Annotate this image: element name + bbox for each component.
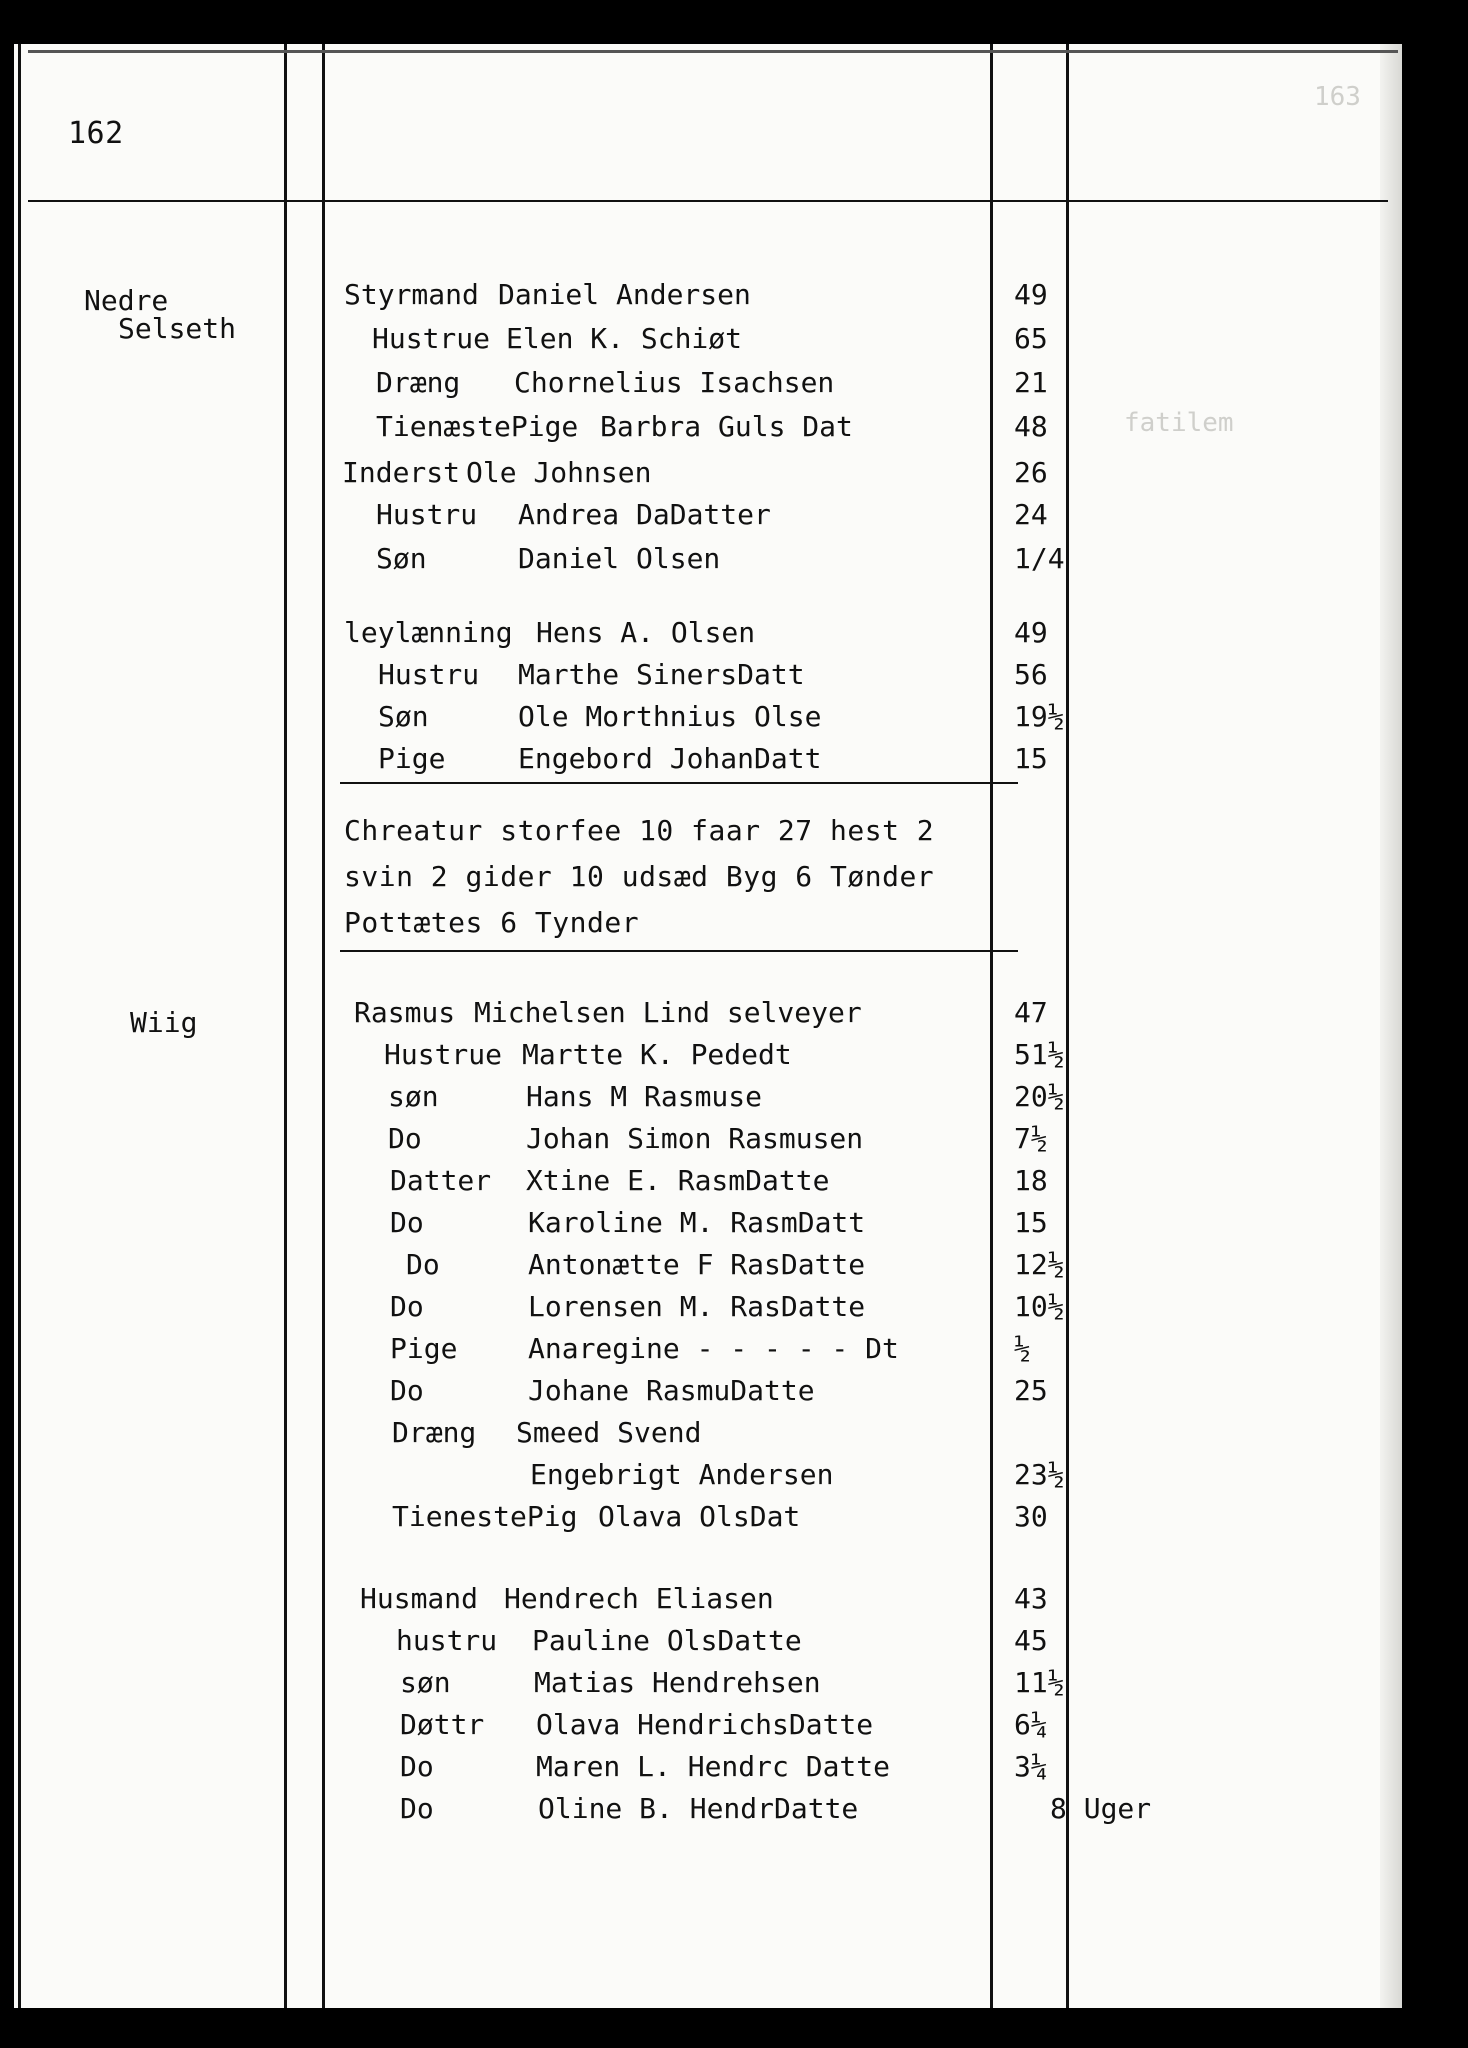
person-age: 48 <box>1014 410 1048 443</box>
place-name: Wiig <box>130 1006 198 1039</box>
person-age: 43 <box>1014 1582 1048 1615</box>
person-name: Martte K. Pededt <box>522 1038 792 1071</box>
person-row <box>14 1500 1402 1540</box>
person-row <box>14 996 1402 1036</box>
person-age: 51½ <box>1014 1038 1065 1071</box>
person-row <box>14 542 1402 582</box>
person-row <box>14 498 1402 538</box>
person-name: Engebrigt Andersen <box>530 1458 834 1491</box>
person-row <box>14 366 1402 406</box>
person-role: Styrmand <box>344 278 479 311</box>
person-role: Dræng <box>392 1416 477 1449</box>
person-row <box>14 1666 1402 1706</box>
livestock-box <box>340 782 1018 952</box>
person-age: 18 <box>1014 1164 1048 1197</box>
person-row <box>14 700 1402 740</box>
person-role: Do <box>390 1290 424 1323</box>
person-role: Dræng <box>376 366 461 399</box>
person-role: Hustru <box>376 498 478 531</box>
person-name: Daniel Olsen <box>518 542 721 575</box>
person-role: Døttr <box>400 1708 485 1741</box>
person-age: 23½ <box>1014 1458 1065 1491</box>
person-role: Pige <box>378 742 446 775</box>
person-age: 10½ <box>1014 1290 1065 1323</box>
person-name: Ole Johnsen <box>466 456 652 489</box>
person-role: Do <box>400 1792 434 1825</box>
person-role: Datter <box>390 1164 492 1197</box>
person-name: Daniel Andersen <box>498 278 751 311</box>
person-role: Do <box>390 1206 424 1239</box>
person-name: Marthe SinersDatt <box>518 658 805 691</box>
person-age: 56 <box>1014 658 1048 691</box>
person-row <box>14 1416 1402 1456</box>
corner-mark: 163 <box>1314 82 1361 112</box>
person-row <box>14 1750 1402 1790</box>
person-age: 6¼ <box>1014 1708 1048 1741</box>
place-name: Nedre <box>84 284 169 317</box>
person-age: 7½ <box>1014 1122 1048 1155</box>
person-age: 47 <box>1014 996 1048 1029</box>
person-row <box>14 1080 1402 1120</box>
person-age: 49 <box>1014 616 1048 649</box>
livestock-line: svin 2 gider 10 udsæd Byg 6 Tønder <box>344 860 935 893</box>
person-name: Matias Hendrehsen <box>534 1666 821 1699</box>
person-name: Chornelius Isachsen <box>514 366 835 399</box>
person-age: 15 <box>1014 1206 1048 1239</box>
person-role: Pige <box>390 1332 458 1365</box>
person-age: 1/4 <box>1014 542 1065 575</box>
person-role: Rasmus <box>354 996 456 1029</box>
person-row <box>14 410 1402 450</box>
person-row <box>14 1792 1402 1832</box>
person-name: Oline B. HendrDatte <box>538 1792 859 1825</box>
person-row <box>14 1122 1402 1162</box>
person-role: Hustrue <box>372 322 491 355</box>
place-name: Selseth <box>118 312 237 345</box>
person-row <box>14 658 1402 698</box>
person-age: 45 <box>1014 1624 1048 1657</box>
livestock-line: Chreatur storfee 10 faar 27 hest 2 <box>344 814 935 847</box>
person-row <box>14 1708 1402 1748</box>
person-role: Hustrue <box>384 1038 503 1071</box>
person-row <box>14 1164 1402 1204</box>
person-role: leylænning <box>344 616 513 649</box>
person-row <box>14 1458 1402 1498</box>
person-role: søn <box>400 1666 451 1699</box>
person-role: Husmand <box>360 1582 479 1615</box>
person-row <box>14 1624 1402 1664</box>
person-age: 21 <box>1014 366 1048 399</box>
ledger-page <box>14 44 1402 2008</box>
person-name: Ole Morthnius Olse <box>518 700 822 733</box>
person-age: ½ <box>1014 1332 1031 1365</box>
livestock-line: Pottætes 6 Tynder <box>344 906 640 939</box>
person-age: 8 Uger <box>1050 1792 1152 1825</box>
ghost-text: fatilem <box>1124 408 1234 438</box>
person-row <box>14 1248 1402 1288</box>
person-name: Barbra Guls Dat <box>600 410 853 443</box>
person-name: Smeed Svend <box>516 1416 702 1449</box>
page-number: 162 <box>68 116 124 151</box>
person-age: 15 <box>1014 742 1048 775</box>
person-age: 11½ <box>1014 1666 1065 1699</box>
person-row <box>14 742 1402 782</box>
person-role: søn <box>388 1080 439 1113</box>
person-age: 19½ <box>1014 700 1065 733</box>
person-role: Do <box>406 1248 440 1281</box>
header-rule <box>28 200 1388 202</box>
person-row <box>14 1038 1402 1078</box>
person-row <box>14 1206 1402 1246</box>
person-role: Søn <box>378 700 429 733</box>
person-name: Maren L. Hendrc Datte <box>536 1750 891 1783</box>
person-row <box>14 322 1402 362</box>
person-age: 26 <box>1014 456 1048 489</box>
person-name: Hans M Rasmuse <box>526 1080 763 1113</box>
person-role: Inderst <box>342 456 461 489</box>
person-age: 30 <box>1014 1500 1048 1533</box>
person-name: Johan Simon Rasmusen <box>526 1122 864 1155</box>
person-age: 20½ <box>1014 1080 1065 1113</box>
person-row <box>14 1332 1402 1372</box>
person-name: Anaregine - - - - - Dt <box>528 1332 899 1365</box>
person-row <box>14 1290 1402 1330</box>
person-row <box>14 456 1402 496</box>
person-row <box>14 1582 1402 1622</box>
person-role: Do <box>400 1750 434 1783</box>
person-role: hustru <box>396 1624 498 1657</box>
person-name: Hens A. Olsen <box>536 616 756 649</box>
person-name: Antonætte F RasDatte <box>528 1248 866 1281</box>
person-name: Johane RasmuDatte <box>528 1374 815 1407</box>
person-role: TienestePig <box>392 1500 578 1533</box>
person-age: 3¼ <box>1014 1750 1048 1783</box>
top-rule <box>28 50 1398 53</box>
person-row <box>14 616 1402 656</box>
person-name: Hendrech Eliasen <box>504 1582 774 1615</box>
person-age: 24 <box>1014 498 1048 531</box>
person-row <box>14 1374 1402 1414</box>
person-role: Søn <box>376 542 427 575</box>
person-name: Olava HendrichsDatte <box>536 1708 874 1741</box>
person-role: TienæstePige <box>376 410 579 443</box>
person-name: Elen K. Schiøt <box>506 322 743 355</box>
person-name: Michelsen Lind selveyer <box>474 996 862 1029</box>
person-name: Engebord JohanDatt <box>518 742 822 775</box>
person-role: Do <box>390 1374 424 1407</box>
person-row <box>14 278 1402 318</box>
person-role: Do <box>388 1122 422 1155</box>
person-name: Pauline OlsDatte <box>532 1624 802 1657</box>
person-name: Lorensen M. RasDatte <box>528 1290 866 1323</box>
person-age: 12½ <box>1014 1248 1065 1281</box>
person-age: 49 <box>1014 278 1048 311</box>
person-age: 25 <box>1014 1374 1048 1407</box>
person-age: 65 <box>1014 322 1048 355</box>
person-name: Andrea DaDatter <box>518 498 771 531</box>
person-name: Xtine E. RasmDatte <box>526 1164 830 1197</box>
person-role: Hustru <box>378 658 480 691</box>
person-name: Olava OlsDat <box>598 1500 801 1533</box>
person-name: Karoline M. RasmDatt <box>528 1206 866 1239</box>
